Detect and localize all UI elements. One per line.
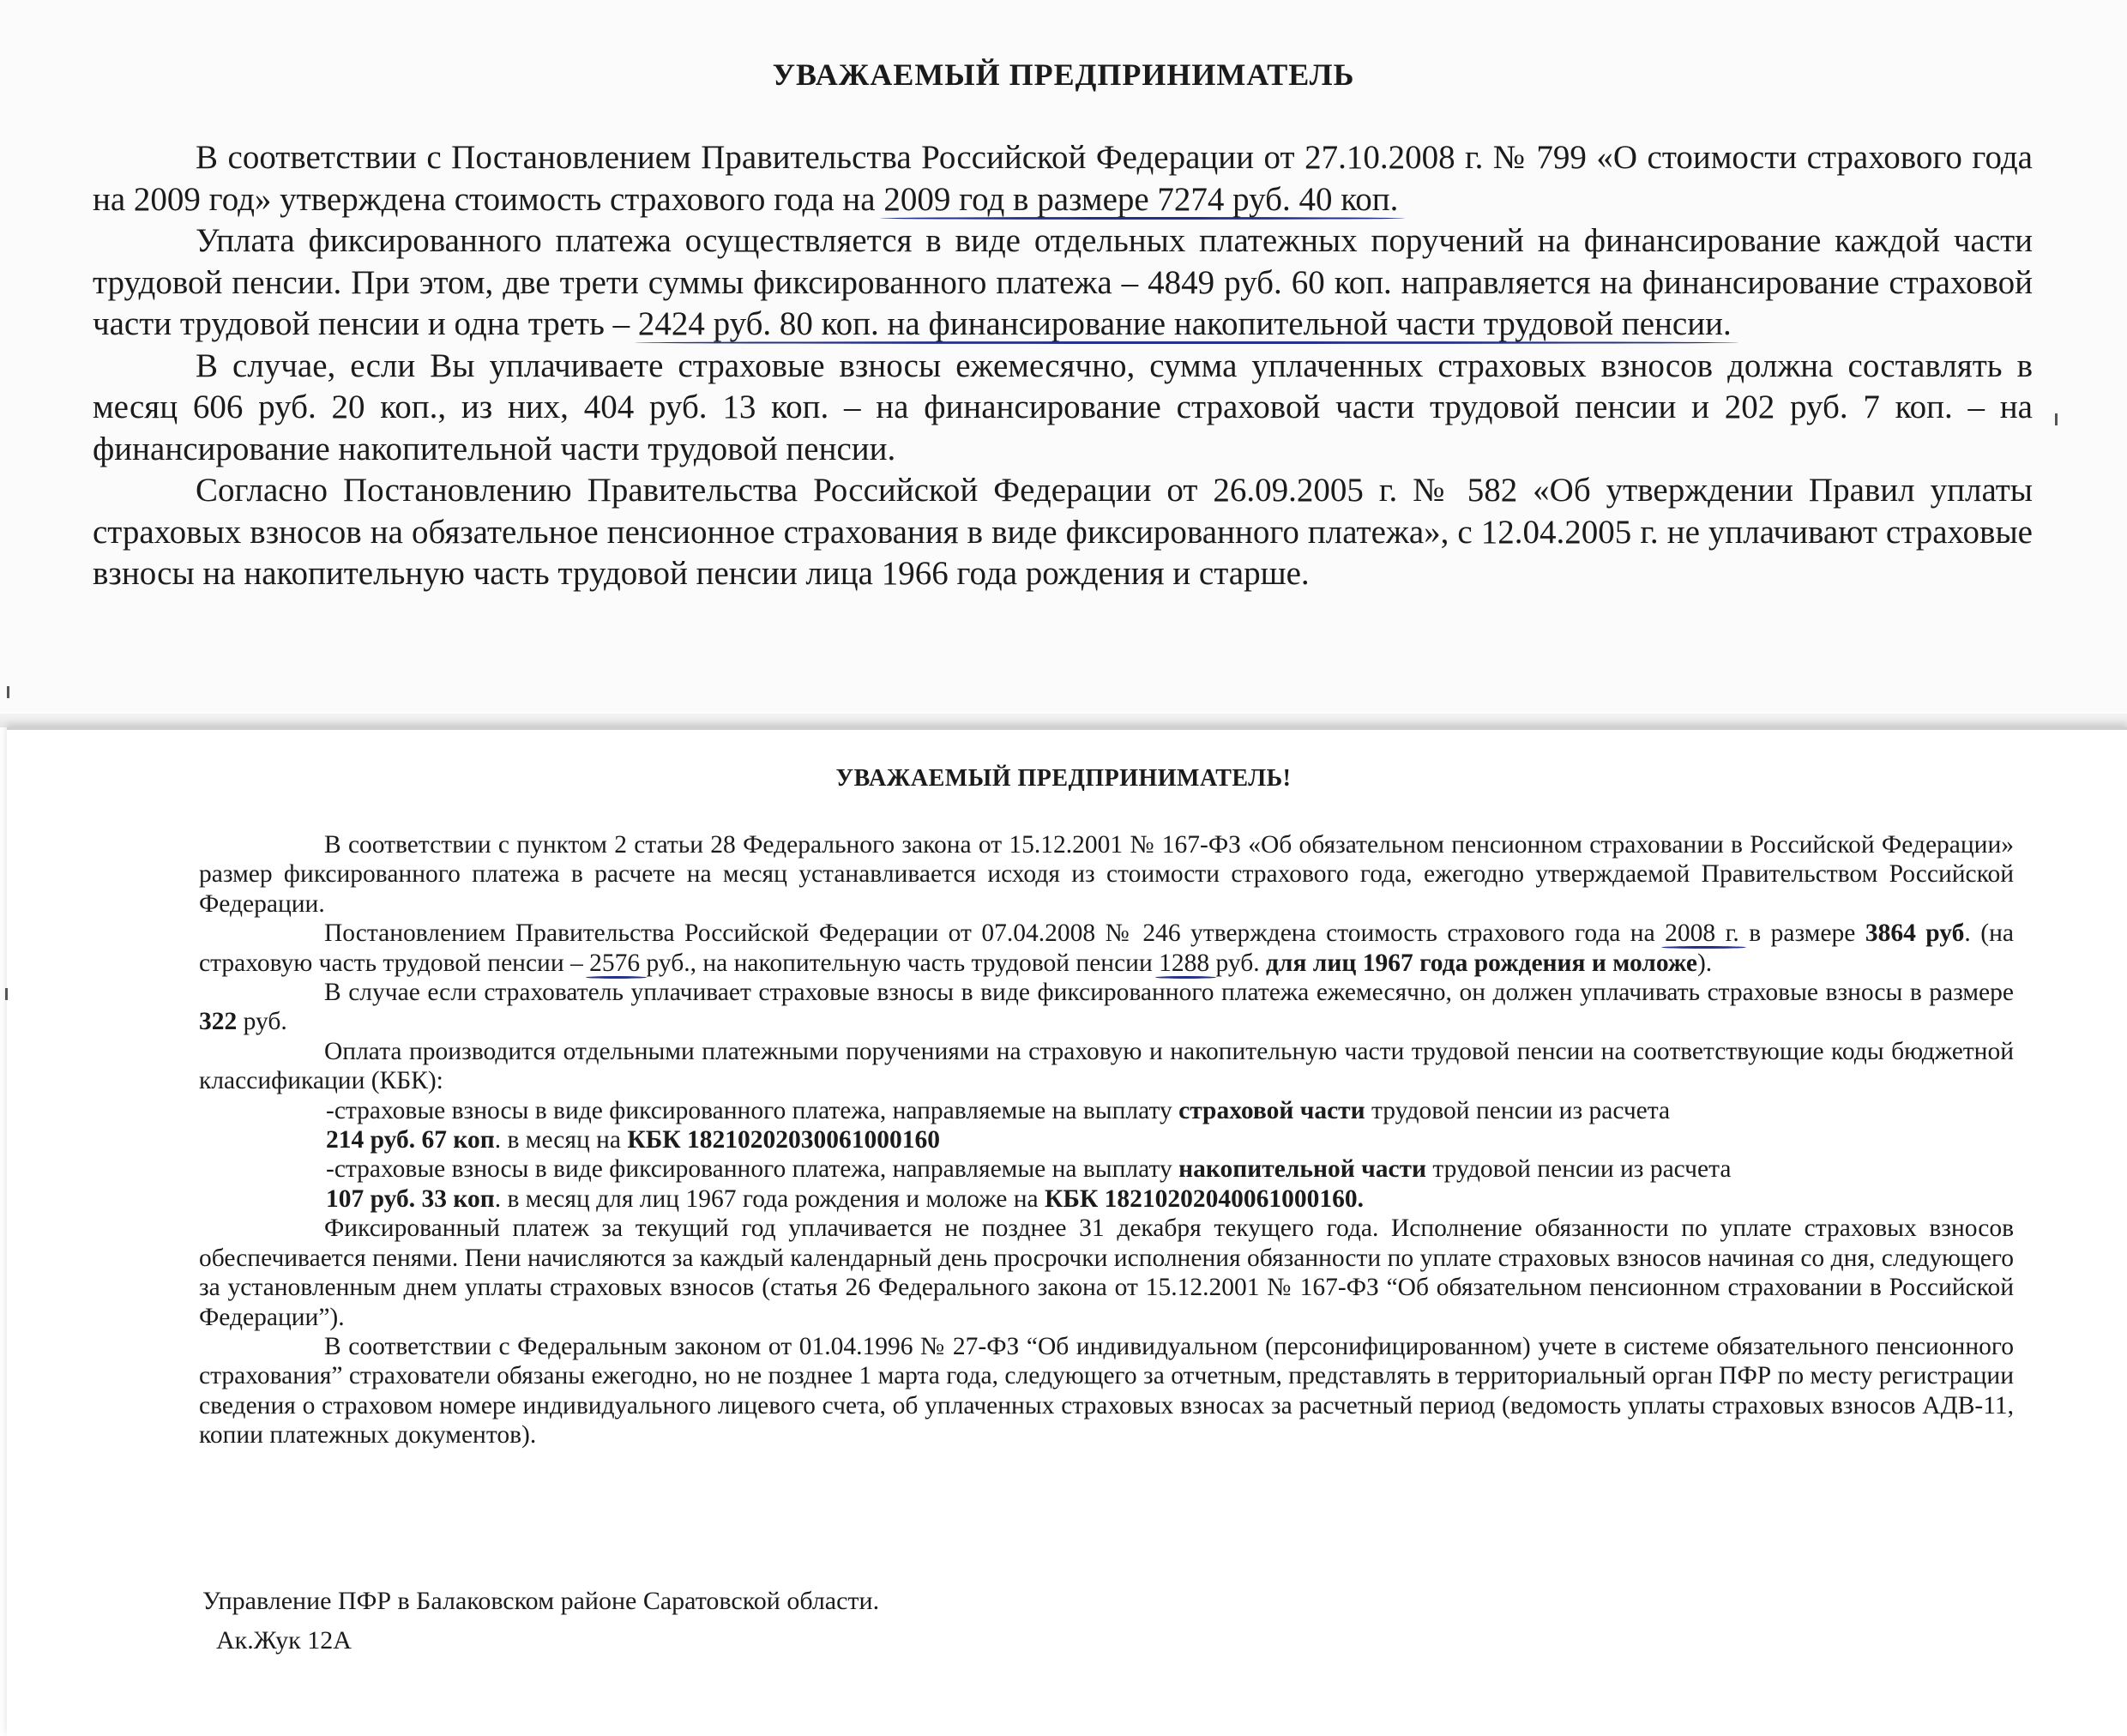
bold-amount: 322 bbox=[199, 1008, 238, 1036]
footer-address: Ак.Жук 12А bbox=[216, 1626, 352, 1655]
bold-amount: 214 руб. 67 коп bbox=[326, 1126, 495, 1154]
text: Постановлением Правительства Российской Федерации от 07.04.2008 № 246 утверждена стоимость страхового года на bbox=[324, 919, 1666, 948]
handwritten-underline-text: 2576 bbox=[589, 949, 641, 977]
letter-top-paragraph-4: Согласно Постановлению Правительства Российской Федерации от 26.09.2005 г. № 582 «Об утверждении Правил уплаты страховых взносов на обязательное пенсионное страхования в виде фиксированного платежа», с 12.04.2005 г. не уплачивают страховые взносы на накопительную часть трудовой пенсии лица 1966 года рождения и старше. bbox=[93, 472, 2033, 592]
text: Уплата фиксированного платежа осуществляется в виде отдельных платежных поручений на финансирование каждой части трудовой пенсии. При этом, две трети суммы фиксированного платежа – bbox=[93, 222, 2033, 301]
text: ). bbox=[1696, 949, 1713, 977]
letter-top-paragraph-3: В случае, если Вы уплачиваете страховые взносы ежемесячно, сумма уплаченных страховых взносов должна составлять в месяц 606 руб. 20 коп., из них, 404 руб. 13 коп. – на финансирование страховой части трудовой пенсии и 202 руб. 7 коп. – на финансирование накопительной части трудовой пенсии. bbox=[93, 347, 2033, 467]
scan-mark bbox=[5, 988, 8, 1000]
letter-top-title: УВАЖАЕМЫЙ ПРЕДПРИНИМАТЕЛЬ bbox=[772, 57, 1355, 92]
text: руб., на накопительную часть трудовой пенсии bbox=[640, 949, 1160, 977]
text: . в месяц на bbox=[494, 1126, 628, 1154]
letter-bottom-paragraph-1: В соответствии с пунктом 2 статьи 28 Федерального закона от 15.12.2001 № 167-ФЗ «Об обязательном пенсионном страховании в Российской Федерации» размер фиксированного платежа в расчете на месяц устанавливается исходя из стоимости страхового года, ежегодно утверждаемой Правительством Российской Федерации. bbox=[199, 831, 2014, 918]
text: трудовой пенсии из расчета bbox=[1365, 1096, 1671, 1124]
bold-amount: 107 руб. 33 коп bbox=[326, 1184, 495, 1213]
scan-mark bbox=[2055, 413, 2058, 425]
handwritten-underline-text: 2008 г. bbox=[1665, 919, 1739, 948]
handwritten-underline-text: 1288 bbox=[1159, 949, 1210, 977]
text: . в месяц для лиц 1967 года рождения и моложе на bbox=[494, 1184, 1045, 1213]
bold-text: страховой части bbox=[1178, 1096, 1365, 1124]
text: трудовой пенсии из расчета bbox=[1426, 1155, 1732, 1184]
letter-bottom-footer bbox=[202, 1582, 879, 1661]
scan-mark bbox=[7, 686, 9, 698]
text: руб. bbox=[1209, 949, 1266, 977]
letter-top-paragraph-2 bbox=[93, 220, 2033, 346]
letter-bottom-paragraph-2 bbox=[199, 919, 2014, 978]
kbk-code: КБК 18210202040061000160. bbox=[1045, 1184, 1365, 1213]
letter-bottom-paragraph-4: Оплата производится отдельными платежными поручениями на страховую и накопительную части трудовой пенсии на соответствующие коды бюджетной классификации (КБК): bbox=[199, 1037, 2014, 1095]
text: -страховые взносы в виде фиксированного платежа, направляемые на выплату bbox=[326, 1155, 1179, 1184]
footer-organization: Управление ПФР в Балаковском районе Саратовской области. bbox=[202, 1587, 880, 1615]
kbk-line-1 bbox=[199, 1096, 2014, 1125]
text: руб. bbox=[237, 1008, 287, 1036]
bold-amount: 3864 руб bbox=[1865, 919, 1965, 948]
handwritten-underline-text: 2424 руб. 80 коп. на финансирование накопительной части трудовой пенсии. bbox=[637, 305, 1732, 342]
text: . (на страховую часть трудовой пенсии – bbox=[199, 919, 2014, 977]
letter-bottom-body bbox=[199, 830, 2014, 1450]
text: -страховые взносы в виде фиксированного платежа, направляемые на выплату bbox=[326, 1096, 1179, 1124]
letter-bottom-paragraph-5: Фиксированный платеж за текущий год уплачивается не позднее 31 декабря текущего года. Исполнение обязанности по уплате страховых взносов обеспечивается пенями. Пени начисляются за каждый календарный день просрочки исполнения обязанности по уплате страховых взносов начиная со дня, следующего за установленным днем уплаты страховых взносов (статья 26 Федерального закона от 15.12.2001 № 167-ФЗ “Об обязательном пенсионном страховании в Российской Федерации”). bbox=[199, 1215, 2014, 1331]
handwritten-underline-text: 4849 руб. 60 коп. направляется на финансирование страховой части трудовой пенсии bbox=[93, 263, 2034, 342]
handwritten-underline-text: 2009 год в размере 7274 руб. 40 коп. bbox=[883, 180, 1399, 218]
text: и одна треть – bbox=[419, 305, 638, 342]
bold-text: для лиц 1967 года рождения и моложе bbox=[1266, 949, 1697, 977]
letter-bottom-title: УВАЖАЕМЫЙ ПРЕДПРИНИМАТЕЛЬ! bbox=[835, 765, 1292, 792]
letter-bottom-paragraph-3 bbox=[199, 978, 2014, 1037]
text: В случае если страхователь уплачивает страховые взносы в виде фиксированного платежа ежемесячно, он должен уплачивать страховые взносы в размере bbox=[324, 979, 2014, 1007]
sheet-separator bbox=[0, 714, 2127, 727]
kbk-code: КБК 18210202030061000160 bbox=[627, 1126, 941, 1154]
letter-bottom-paragraph-6: В соответствии с Федеральным законом от 01.04.1996 № 27-ФЗ “Об индивидуальном (персонифицированном) учете в системе обязательного пенсионного страхования” страхователи обязаны ежегодно, но не позднее 1 марта года, следующего за отчетным, представлять в территориальный орган ПФР по месту регистрации сведения о страховом номере индивидуального лицевого счета, об уплаченных страховых взносах за расчетный период (ведомость уплаты страховых взносов АДВ-11, копии платежных документов). bbox=[199, 1332, 2014, 1450]
letter-top-paragraph-1 bbox=[93, 137, 2033, 220]
kbk-line-2 bbox=[199, 1125, 2014, 1154]
kbk-line-4 bbox=[199, 1184, 2014, 1214]
letter-top-body bbox=[93, 137, 2033, 595]
text: в размере bbox=[1738, 919, 1865, 948]
bold-text: накопительной части bbox=[1178, 1155, 1427, 1184]
kbk-line-3 bbox=[199, 1154, 2014, 1184]
text: В соответствии с Постановлением Правительства Российской Федерации от 27.10.2008 г. № 799 «О стоимости страхового года на 2009 год» утверждена стоимость страхового года на bbox=[93, 139, 2033, 218]
